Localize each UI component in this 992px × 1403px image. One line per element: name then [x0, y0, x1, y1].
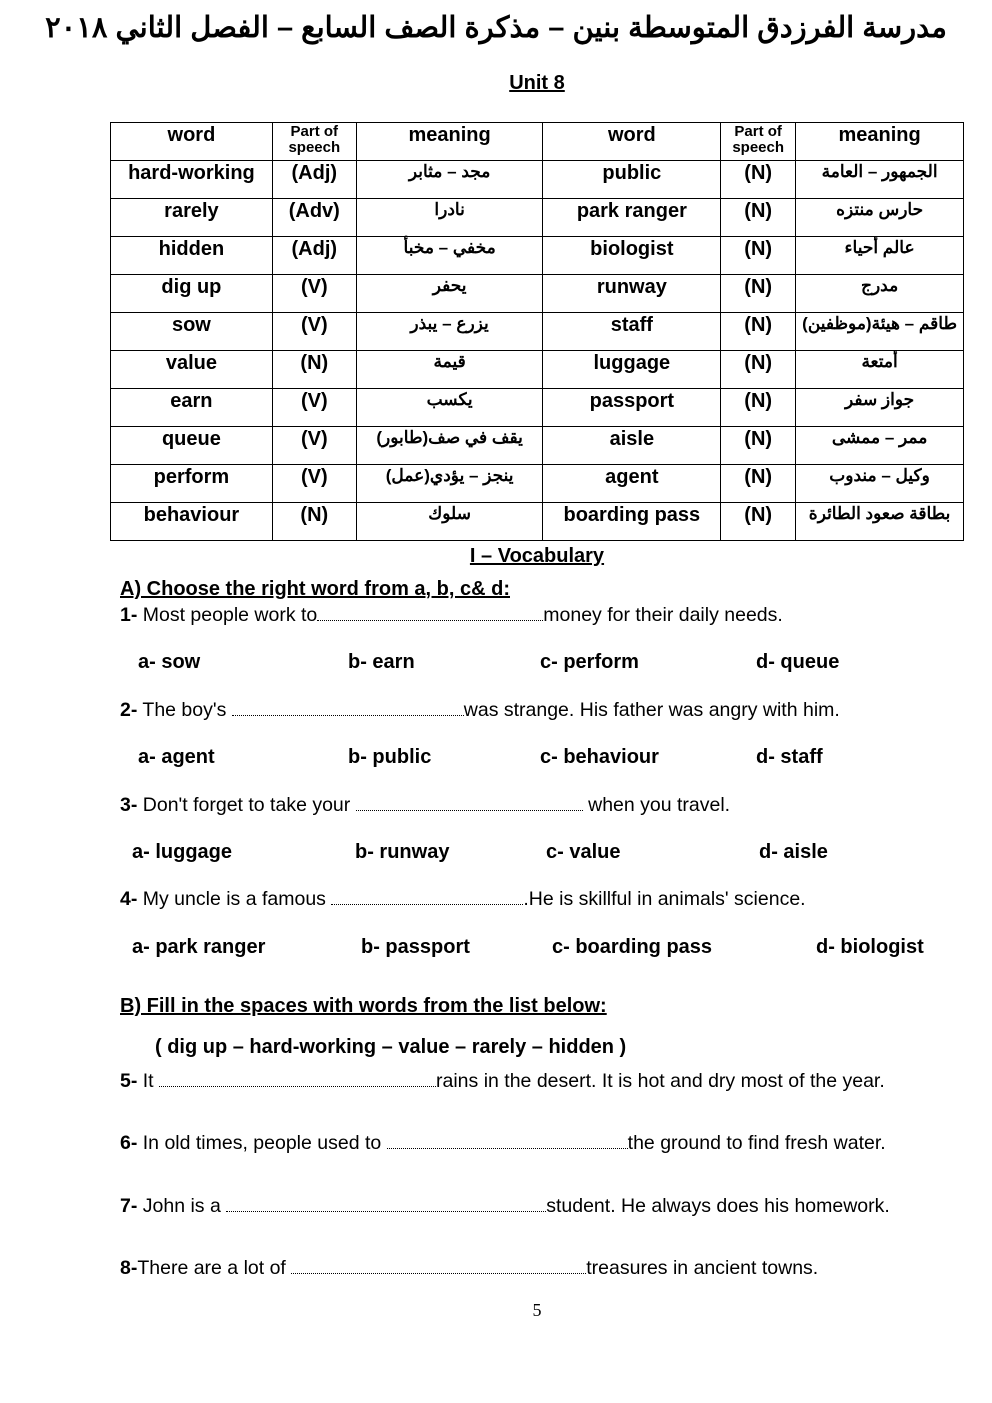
part-of-speech-cell: (N)	[272, 503, 356, 541]
page-title: مدرسة الفرزدق المتوسطة بنين – مذكرة الصف السابع – الفصل الثاني ٢٠١٨	[45, 12, 947, 44]
column-header: word	[111, 123, 273, 161]
meaning-cell: سلوك	[356, 503, 543, 541]
meaning-cell: حارس منتزه	[796, 199, 964, 237]
meaning-cell: مجد – مثابر	[356, 161, 543, 199]
question-number: 7-	[120, 1195, 138, 1217]
option[interactable]: a- luggage	[132, 841, 233, 863]
option[interactable]: d- queue	[756, 651, 840, 673]
part-a-heading: A) Choose the right word from a, b, c& d:	[120, 578, 510, 600]
part-of-speech-cell: (Adj)	[272, 237, 356, 275]
option[interactable]: d- aisle	[759, 841, 828, 863]
table-row	[111, 161, 964, 199]
question-text: There are a lot of	[137, 1257, 292, 1279]
word-cell: earn	[111, 389, 273, 427]
question-number: 2-	[120, 699, 138, 721]
part-of-speech-cell: (Adj)	[272, 161, 356, 199]
table-row	[111, 503, 964, 541]
question-number: 5-	[120, 1070, 138, 1092]
table-row	[111, 199, 964, 237]
word-cell: biologist	[543, 237, 721, 275]
column-header: meaning	[796, 123, 964, 161]
word-cell: hard-working	[111, 161, 273, 199]
option[interactable]: b- runway	[355, 841, 450, 863]
question-7	[120, 1195, 890, 1218]
question-1	[120, 604, 783, 627]
meaning-cell: وكيل – مندوب	[796, 465, 964, 503]
question-text: It	[137, 1070, 160, 1092]
part-of-speech-cell: (N)	[721, 351, 796, 389]
table-header-row	[111, 123, 964, 161]
table-row	[111, 313, 964, 351]
meaning-cell: يحفر	[356, 275, 543, 313]
question-number: 3-	[120, 794, 138, 816]
column-header: Part of speech	[721, 123, 796, 161]
table-row	[111, 427, 964, 465]
question-4	[120, 888, 806, 911]
part-of-speech-cell: (V)	[272, 313, 356, 351]
table-row	[111, 351, 964, 389]
meaning-cell: مدرج	[796, 275, 964, 313]
word-cell: public	[543, 161, 721, 199]
question-text: In old times, people used to	[137, 1132, 387, 1154]
option[interactable]: c- behaviour	[540, 746, 659, 768]
option[interactable]: a- agent	[138, 746, 215, 768]
column-header: Part of speech	[272, 123, 356, 161]
answer-blank[interactable]	[159, 1072, 436, 1087]
part-of-speech-cell: (V)	[272, 465, 356, 503]
meaning-cell: يزرع – يبذر	[356, 313, 543, 351]
meaning-cell: نادرا	[356, 199, 543, 237]
unit-heading: Unit 8	[509, 72, 565, 94]
question-text: John is a	[137, 1195, 227, 1217]
word-cell: value	[111, 351, 273, 389]
table-row	[111, 237, 964, 275]
part-of-speech-cell: (Adv)	[272, 199, 356, 237]
part-of-speech-cell: (N)	[721, 161, 796, 199]
question-number: 8-	[120, 1257, 138, 1279]
question-text: The boy's	[137, 699, 232, 721]
part-of-speech-cell: (N)	[721, 503, 796, 541]
answer-blank[interactable]	[387, 1134, 628, 1149]
part-of-speech-cell: (N)	[721, 237, 796, 275]
question-8	[120, 1257, 818, 1280]
part-of-speech-cell: (N)	[272, 351, 356, 389]
meaning-cell: جواز سفر	[796, 389, 964, 427]
option[interactable]: d- staff	[756, 746, 823, 768]
table-row	[111, 389, 964, 427]
meaning-cell: ممر – ممشى	[796, 427, 964, 465]
option[interactable]: c- value	[546, 841, 621, 863]
meaning-cell: مخفي – مخبأ	[356, 237, 543, 275]
word-cell: sow	[111, 313, 273, 351]
part-of-speech-cell: (N)	[721, 389, 796, 427]
word-cell: agent	[543, 465, 721, 503]
question-text: when you travel.	[582, 794, 731, 816]
part-of-speech-cell: (V)	[272, 427, 356, 465]
word-cell: behaviour	[111, 503, 273, 541]
answer-blank[interactable]	[317, 606, 543, 621]
word-cell: runway	[543, 275, 721, 313]
column-header: word	[543, 123, 721, 161]
part-of-speech-cell: (N)	[721, 465, 796, 503]
question-text: was strange. His father was angry with him.	[463, 699, 840, 721]
word-cell: passport	[543, 389, 721, 427]
word-cell: park ranger	[543, 199, 721, 237]
word-cell: staff	[543, 313, 721, 351]
option[interactable]: b- public	[348, 746, 432, 768]
table-row	[111, 465, 964, 503]
answer-blank[interactable]	[331, 890, 523, 905]
meaning-cell: عالم أحياء	[796, 237, 964, 275]
meaning-cell: يكسب	[356, 389, 543, 427]
word-cell: hidden	[111, 237, 273, 275]
question-number: 6-	[120, 1132, 138, 1154]
option[interactable]: a- sow	[138, 651, 201, 673]
meaning-cell: يقف في صف(طابور)	[356, 427, 543, 465]
part-b-heading: B) Fill in the spaces with words from the list below:	[120, 995, 607, 1017]
part-of-speech-cell: (N)	[721, 275, 796, 313]
meaning-cell: أمتعة	[796, 351, 964, 389]
question-text: money for their daily needs.	[543, 604, 783, 626]
question-text: treasures in ancient towns.	[586, 1257, 819, 1279]
part-of-speech-cell: (V)	[272, 275, 356, 313]
answer-blank[interactable]	[291, 1259, 586, 1274]
question-5	[120, 1070, 885, 1093]
word-cell: dig up	[111, 275, 273, 313]
question-text: Most people work to	[137, 604, 318, 626]
question-text: My uncle is a famous	[137, 888, 332, 910]
meaning-cell: طاقم – هيئة(موظفين)	[796, 313, 964, 351]
word-cell: aisle	[543, 427, 721, 465]
option[interactable]: d- biologist	[816, 936, 924, 958]
question-text: the ground to find fresh water.	[627, 1132, 886, 1154]
question-text: rains in the desert. It is hot and dry most of the year.	[436, 1070, 885, 1092]
meaning-cell: قيمة	[356, 351, 543, 389]
answer-blank[interactable]	[226, 1197, 546, 1212]
question-number: 1-	[120, 604, 138, 626]
question-2	[120, 699, 840, 722]
part-of-speech-cell: (N)	[721, 427, 796, 465]
question-text: .He is skillful in animals' science.	[523, 888, 806, 910]
question-number: 4-	[120, 888, 138, 910]
answer-blank[interactable]	[356, 796, 583, 811]
part-of-speech-cell: (N)	[721, 199, 796, 237]
answer-blank[interactable]	[232, 701, 464, 716]
question-text: student. He always does his homework.	[546, 1195, 890, 1217]
option[interactable]: b- earn	[348, 651, 415, 673]
word-cell: rarely	[111, 199, 273, 237]
column-header: meaning	[356, 123, 543, 161]
part-of-speech-cell: (N)	[721, 313, 796, 351]
option[interactable]: c- perform	[540, 651, 639, 673]
option[interactable]: b- passport	[361, 936, 470, 958]
table-row	[111, 275, 964, 313]
question-3	[120, 794, 730, 817]
option[interactable]: a- park ranger	[132, 936, 266, 958]
meaning-cell: بطاقة صعود الطائرة	[796, 503, 964, 541]
word-cell: queue	[111, 427, 273, 465]
word-cell: perform	[111, 465, 273, 503]
word-list: ( dig up – hard-working – value – rarely – hidden )	[155, 1036, 627, 1058]
option[interactable]: c- boarding pass	[552, 936, 713, 958]
meaning-cell: ينجز – يؤدي(عمل)	[356, 465, 543, 503]
word-cell: luggage	[543, 351, 721, 389]
vocabulary-table	[110, 122, 964, 541]
section-heading: I – Vocabulary	[469, 545, 605, 567]
part-of-speech-cell: (V)	[272, 389, 356, 427]
meaning-cell: الجمهور – العامة	[796, 161, 964, 199]
word-cell: boarding pass	[543, 503, 721, 541]
page-number: 5	[532, 1300, 542, 1320]
question-6	[120, 1132, 886, 1155]
question-text: Don't forget to take your	[137, 794, 356, 816]
